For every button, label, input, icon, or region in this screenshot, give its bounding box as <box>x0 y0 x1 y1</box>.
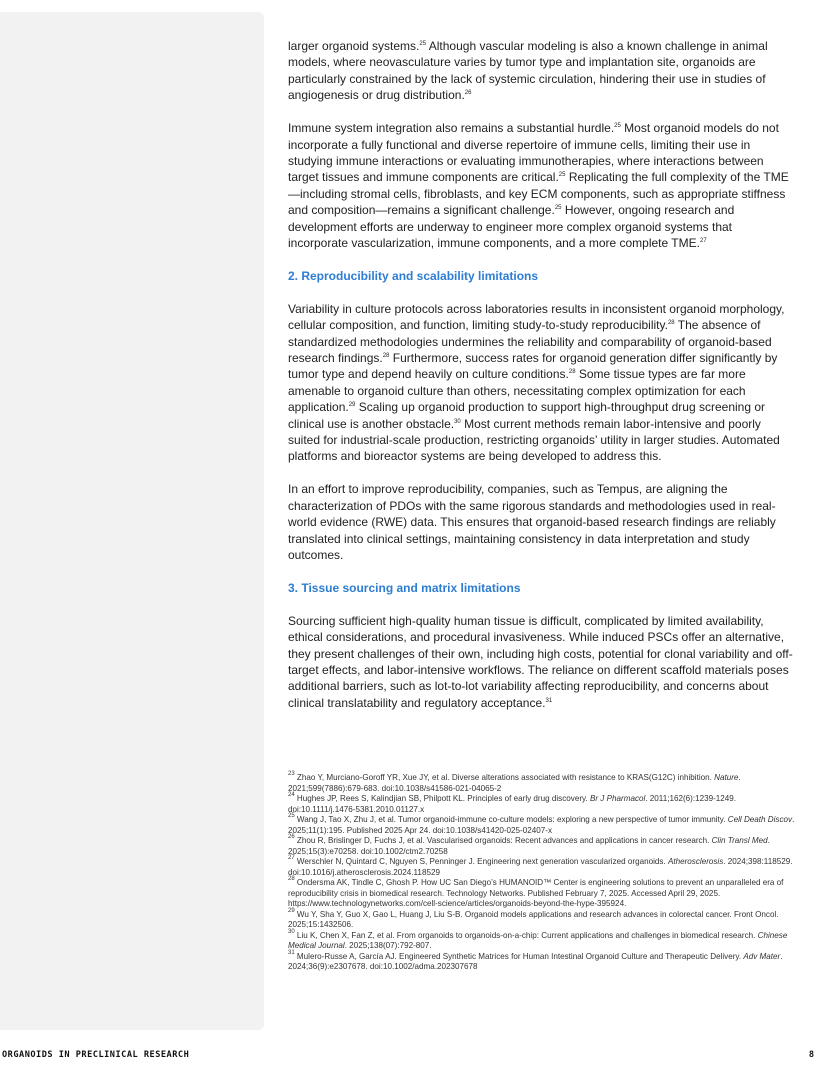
citation-superscript: 28 <box>667 320 675 327</box>
text-run: In an effort to improve reproducibility, companies, such as Tempus, are aligning the characterization of PDOs with the same rigorous standards and methodologies used in real-world evidence (RWE) data. This ensures that organoid-based research findings are reliably translated into clinical settings, maintaining consistency in data interpretation and study outcomes. <box>288 482 776 562</box>
citation-superscript: 31 <box>288 949 295 956</box>
footnote <box>288 794 802 815</box>
text-run: Zhou R, Brislinger D, Fuchs J, et al. Vascularised organoids: Recent advances and applications in cancer research. <box>294 836 712 845</box>
citation-superscript: 27 <box>699 237 707 244</box>
citation-superscript: 30 <box>288 928 295 935</box>
footnote <box>288 907 802 931</box>
text-run: The absence of standardized methodologies undermines the reliability and comparability of organoid-based research findings. <box>288 318 772 365</box>
text-run: Zhao Y, Murciano-Goroff YR, Xue JY, et al. Diverse alterations associated with resistance to KRAS(G12C) inhibition. <box>294 773 715 782</box>
journal-title: Clin Transl Med <box>711 836 768 845</box>
text-run: Scaling up organoid production to support high-throughput drug screening or clinical use is another obstacle. <box>288 400 766 431</box>
footnotes-section <box>288 773 802 973</box>
text-run: Werschler N, Quintard C, Nguyen S, Penninger J. Engineering next generation vascularized organoids. <box>294 857 668 866</box>
paragraph <box>288 613 794 711</box>
journal-title: Adv Mater <box>743 951 781 961</box>
citation-superscript: 31 <box>545 697 553 704</box>
text-run: Furthermore, success rates for organoid generation differ significantly by tumor type and depend heavily on culture conditions. <box>288 351 778 382</box>
citation-superscript: 25 <box>419 41 427 47</box>
citation-superscript: 26 <box>288 834 295 840</box>
journal-title: Nature <box>714 773 739 782</box>
journal-title: Atherosclerosis <box>667 857 724 866</box>
text-run: . 2024;398:118529. doi:10.1016/j.atherosclerosis.2024.118529 <box>288 857 793 877</box>
page-number: 8 <box>808 1050 814 1060</box>
text-run: . 2025;138(07):792-807. <box>344 941 432 950</box>
footnote <box>288 836 802 857</box>
sidebar-panel <box>0 12 264 1030</box>
text-run: Variability in culture protocols across laboratories results in inconsistent organoid morphology, cellular composition, and function, limiting study-to-study reproducibility. <box>288 301 785 333</box>
citation-superscript: 27 <box>288 855 295 861</box>
citation-superscript: 30 <box>454 418 461 425</box>
citation-superscript: 28 <box>568 369 576 376</box>
footnote <box>288 815 802 836</box>
text-run: Sourcing sufficient high-quality human tissue is difficult, complicated by limited availability, ethical considerations, and procedural invasiveness. While induced PSCs offer an alternative, they present challenges of their own, including high costs, potential for clonal variability and off-target effects, and labor-intensive workflows. The reliance on different scaffold materials poses additional barriers, such as lot-to-lot variability affecting reproducibility, and concerns about clinical translatability and regulatory acceptance. <box>288 613 793 710</box>
text-run: However, ongoing research and development efforts are underway to engineer more complex organoid systems that incorporate vascularization, immune components, and a more complete TME. <box>288 203 735 250</box>
text-run: Most organoid models do not incorporate a fully functional and diverse repertoire of immune cells, limiting their use in studying immune interactions or evaluating immunotherapies, where interactions between target tissues and immune components are critical. <box>288 121 779 185</box>
text-run: . 2021;599(7886):679-683. doi:10.1038/s41586-021-04065-2 <box>288 773 741 793</box>
paragraph <box>288 38 794 104</box>
text-run: Although vascular modeling is also a known challenge in animal models, where neovasculature varies by tumor type and implantation site, organoids are particularly constrained by the lack of systemic circulation, hindering their use in studies of angiogenesis or drug distribution. <box>288 39 768 103</box>
citation-superscript: 28 <box>288 876 295 882</box>
text-run: 2. Reproducibility and scalability limitations <box>288 268 539 283</box>
footnote <box>288 773 802 794</box>
text-run: . 2025;11(1):195. Published 2025 Apr 24. doi:10.1038/s41420-025-02407-x <box>288 815 795 835</box>
footnote <box>288 857 802 878</box>
paragraph <box>288 301 794 465</box>
text-run: . 2025;15(3):e70258. doi:10.1002/ctm2.70258 <box>288 836 770 856</box>
section-heading <box>288 580 794 596</box>
text-run: Most current methods remain labor-intensive and poorly suited for industrial-scale production, restricting organoids’ utility in larger studies. Automated platforms and bioreactor systems are being developed to address this. <box>288 416 780 464</box>
text-run: Hughes JP, Rees S, Kalindjian SB, Philpott KL. Principles of early drug discovery. <box>294 794 590 803</box>
citation-superscript: 29 <box>348 402 356 409</box>
citation-superscript: 29 <box>288 907 295 914</box>
paragraph <box>288 481 794 563</box>
journal-title: Cell Death Discov <box>727 815 793 824</box>
citation-superscript: 23 <box>288 771 295 777</box>
text-run: Wang J, Tao X, Zhu J, et al. Tumor organoid-immune co-culture models: exploring a new perspective of tumor immunity. <box>294 815 728 824</box>
text-run: Immune system integration also remains a substantial hurdle. <box>288 121 615 136</box>
citation-superscript: 26 <box>464 90 472 97</box>
text-run: Replicating the full complexity of the TME—including stromal cells, fibroblasts, and key ECM components, such as appropriate stiffness and composition—remains a significant challenge. <box>288 170 789 218</box>
text-run: Some tissue types are far more amenable to organoid culture than others, necessitating complex optimization for each application. <box>288 367 746 415</box>
text-run: Mulero-Russe A, García AJ. Engineered Synthetic Matrices for Human Intestinal Organoid Culture and Therapeutic Delivery. <box>294 951 744 961</box>
text-run: 3. Tissue sourcing and matrix limitations <box>288 580 521 595</box>
citation-superscript: 28 <box>382 353 390 359</box>
journal-title: Chinese Medical Journal <box>288 930 788 950</box>
citation-superscript: 25 <box>554 205 562 212</box>
footnote <box>288 949 802 973</box>
text-run: . 2024;36(9):e2307678. doi:10.1002/adma.202307678 <box>288 951 783 971</box>
section-heading <box>288 268 794 284</box>
citation-superscript: 24 <box>288 792 295 798</box>
citation-superscript: 25 <box>558 172 566 179</box>
text-run: . 2011;162(6):1239-1249. doi:10.1111/j.1476-5381.2010.01127.x <box>288 794 737 814</box>
journal-title: Br J Pharmacol <box>589 794 646 803</box>
body-text <box>288 38 794 728</box>
text-run: Liu K, Chen X, Fan Z, et al. From organoids to organoids-on-a-chip: Current applications and challenges in biomedical research. <box>294 930 758 940</box>
text-run: Ondersma AK, Tindle C, Ghosh P. How UC San Diego’s HUMANOID™ Center is engineering solutions to prevent an unparalleled era of reproducibility crisis in biomedical research. Technology Networks. Published February 7, 2025. Accessed April 29, 2025. https://www.technologynetworks.com/cell-science/articles/organoids-beyond-the-hype-395924. <box>288 878 784 908</box>
citation-superscript: 25 <box>288 813 295 819</box>
citation-superscript: 25 <box>614 123 621 130</box>
paragraph <box>288 120 794 251</box>
text-run: larger organoid systems. <box>288 39 420 53</box>
footer-document-title: ORGANOIDS IN PRECLINICAL RESEARCH <box>2 1050 190 1060</box>
text-run: Wu Y, Sha Y, Guo X, Gao L, Huang J, Liu S-B. Organoid models applications and research advances in colorectal cancer. Front Oncol. 2025;15:1432506. <box>288 909 779 929</box>
footnote <box>288 928 802 952</box>
footnote <box>288 878 802 910</box>
